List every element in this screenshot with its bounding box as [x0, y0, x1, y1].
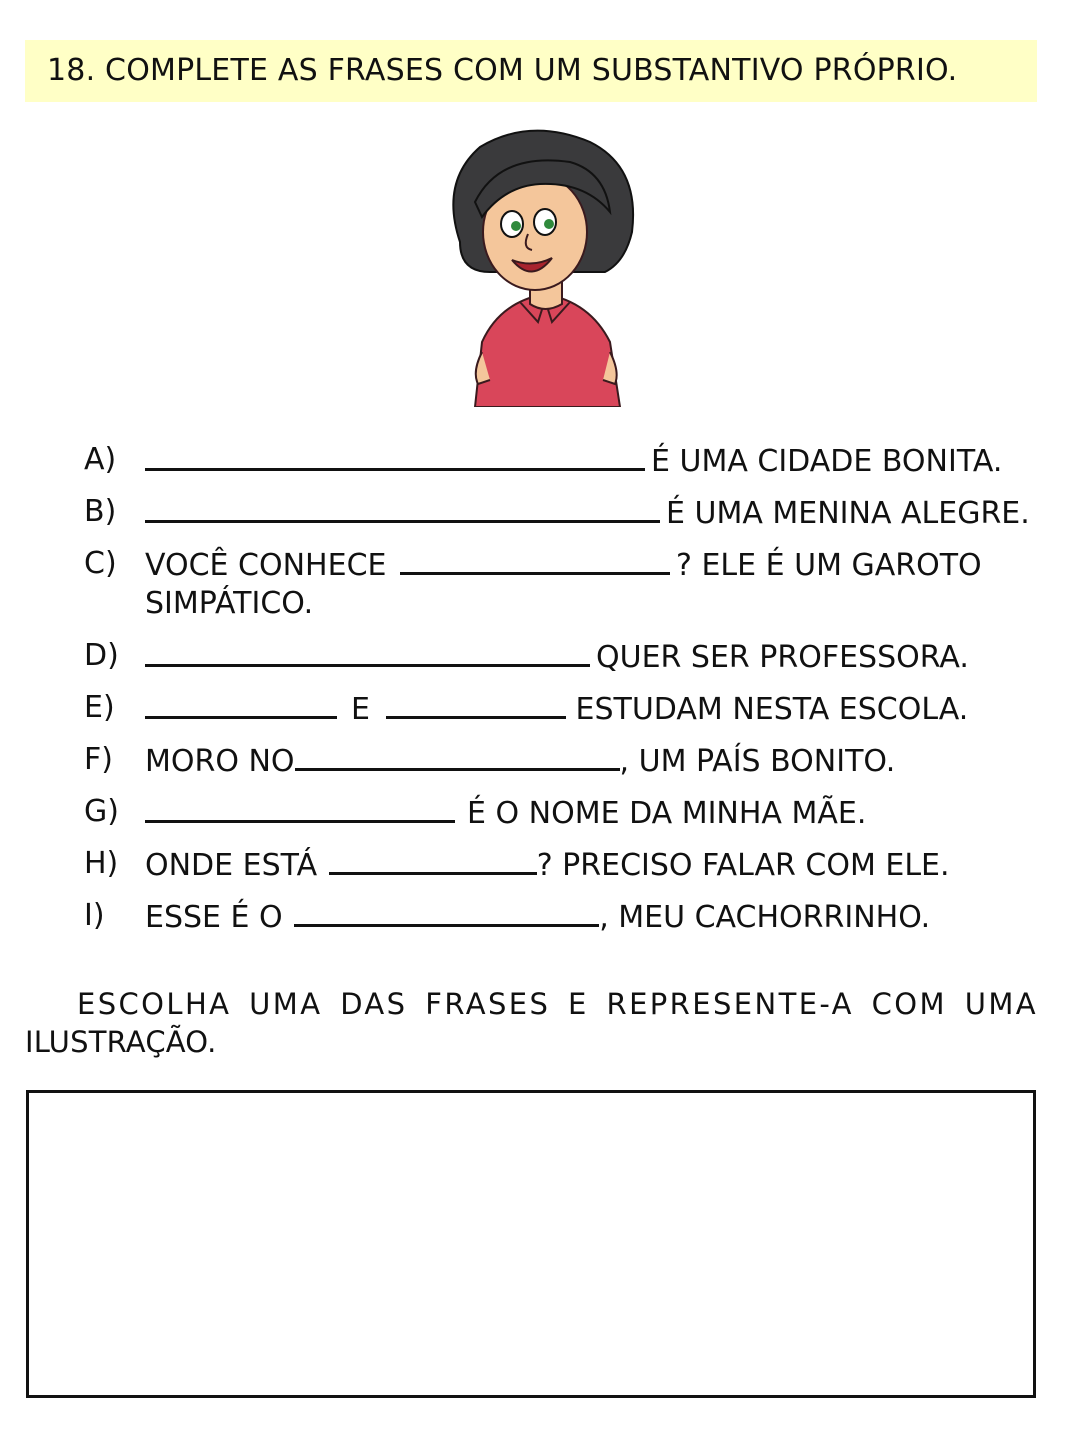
- sentence-text: ESTUDAM NESTA ESCOLA.: [575, 692, 969, 727]
- conjunction-text: E: [351, 692, 370, 727]
- answer-blank[interactable]: [145, 688, 337, 719]
- item-letter: C): [84, 546, 117, 581]
- sentence-text: ONDE ESTÁ: [145, 848, 318, 883]
- item-letter: B): [84, 494, 117, 529]
- answer-blank[interactable]: [145, 636, 590, 667]
- sentence-text: VOCÊ CONHECE: [145, 548, 387, 583]
- sentence-text: ESSE É O: [145, 900, 283, 935]
- answer-blank[interactable]: [295, 740, 620, 771]
- sentence-text: É O NOME DA MINHA MÃE.: [467, 796, 867, 831]
- item-letter: E): [84, 690, 115, 725]
- sentence-text: MORO NO: [145, 744, 295, 779]
- item-letter: I): [84, 898, 105, 933]
- item-letter: G): [84, 794, 119, 829]
- drawing-area[interactable]: [26, 1090, 1036, 1398]
- item-letter: H): [84, 846, 119, 881]
- sentence-text: SIMPÁTICO.: [145, 586, 314, 621]
- sentence-text: ? ELE É UM GAROTO: [676, 548, 982, 583]
- item-letter: A): [84, 442, 117, 477]
- answer-blank[interactable]: [145, 492, 660, 523]
- item-letter: D): [84, 638, 119, 673]
- instruction-line-1: ESCOLHA UMA DAS FRASES E REPRESENTE-A COM UMA: [77, 987, 1038, 1021]
- girl-illustration: [420, 122, 670, 407]
- left-eye: [511, 221, 521, 231]
- sentence-text: ? PRECISO FALAR COM ELE.: [536, 848, 950, 883]
- instruction-line-2: ILUSTRAÇÃO.: [25, 1025, 217, 1059]
- exercise-title: 18. COMPLETE AS FRASES COM UM SUBSTANTIVO PRÓPRIO.: [25, 40, 1037, 102]
- sentence-text: QUER SER PROFESSORA.: [596, 640, 969, 675]
- answer-blank[interactable]: [294, 896, 599, 927]
- sentence-text: , MEU CACHORRINHO.: [599, 900, 931, 935]
- illustration-instruction: [25, 985, 1038, 1061]
- right-eye: [544, 219, 554, 229]
- answer-blank[interactable]: [145, 792, 455, 823]
- answer-blank[interactable]: [400, 544, 670, 575]
- answer-blank[interactable]: [145, 440, 645, 471]
- answer-blank[interactable]: [329, 844, 537, 875]
- sentence-text: , UM PAÍS BONITO.: [619, 744, 896, 779]
- sentence-text: É UMA CIDADE BONITA.: [651, 444, 1003, 479]
- sentence-text: É UMA MENINA ALEGRE.: [666, 496, 1030, 531]
- item-letter: F): [84, 742, 113, 777]
- answer-blank[interactable]: [386, 688, 566, 719]
